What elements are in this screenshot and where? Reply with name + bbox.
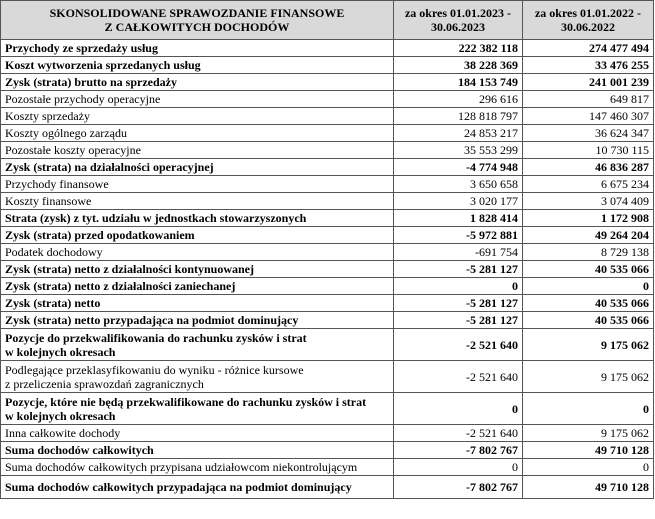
table-row	[1, 312, 654, 329]
table-row	[1, 125, 654, 142]
value-2022: 40 535 066	[523, 261, 654, 278]
table-row	[1, 176, 654, 193]
value-2023: 0	[394, 459, 523, 476]
table-row	[1, 74, 654, 91]
value-2023: -5 281 127	[394, 295, 523, 312]
row-label: Podatek dochodowy	[1, 244, 394, 261]
value-2022: 40 535 066	[523, 295, 654, 312]
value-2023: 128 818 797	[394, 108, 523, 125]
row-label: Zysk (strata) netto z działalności kontynuowanej	[1, 261, 394, 278]
value-2023: 184 153 749	[394, 74, 523, 91]
value-2022: 3 074 409	[523, 193, 654, 210]
table-row	[1, 425, 654, 442]
statement-title: SKONSOLIDOWANE SPRAWOZDANIE FINANSOWE Z CAŁKOWITYCH DOCHODÓW	[1, 1, 394, 40]
value-2022: 0	[523, 459, 654, 476]
table-row	[1, 193, 654, 210]
value-2023: 3 650 658	[394, 176, 523, 193]
value-2022: 0	[523, 393, 654, 425]
row-label: Suma dochodów całkowitych	[1, 442, 394, 459]
row-label-line-2: w kolejnych okresach	[5, 408, 116, 423]
row-label: Inna całkowite dochody	[1, 425, 394, 442]
row-label: Przychody finansowe	[1, 176, 394, 193]
value-2023: 38 228 369	[394, 57, 523, 74]
value-2023: 3 020 177	[394, 193, 523, 210]
row-label: Zysk (strata) netto z działalności zaniechanej	[1, 278, 394, 295]
table-row	[1, 261, 654, 278]
table-row	[1, 108, 654, 125]
value-2023: -5 281 127	[394, 312, 523, 329]
value-2023: -4 774 948	[394, 159, 523, 176]
value-2023: 0	[394, 393, 523, 425]
value-2023: -2 521 640	[394, 425, 523, 442]
row-label: Zysk (strata) przed opodatkowaniem	[1, 227, 394, 244]
table-row	[1, 278, 654, 295]
table-row	[1, 227, 654, 244]
row-label: Zysk (strata) netto	[1, 295, 394, 312]
table-row	[1, 459, 654, 476]
table-row	[1, 442, 654, 459]
row-label-line-1: Podlegające przeklasyfikowaniu do wyniku - różnice kursowe	[5, 362, 304, 377]
row-label: Koszty ogólnego zarządu	[1, 125, 394, 142]
row-label-line-1: Pozycje, które nie będą przekwalifikowane do rachunku zysków i strat	[5, 394, 367, 409]
value-2023: -5 972 881	[394, 227, 523, 244]
value-2022: 10 730 115	[523, 142, 654, 159]
row-label: Koszty sprzedaży	[1, 108, 394, 125]
value-2023: -7 802 767	[394, 476, 523, 499]
table-row	[1, 40, 654, 57]
value-2022: 1 172 908	[523, 210, 654, 227]
value-2022: 8 729 138	[523, 244, 654, 261]
value-2022: 274 477 494	[523, 40, 654, 57]
value-2023: 0	[394, 278, 523, 295]
row-label	[1, 329, 394, 361]
row-label: Koszty finansowe	[1, 193, 394, 210]
value-2022: 9 175 062	[523, 425, 654, 442]
row-label: Suma dochodów całkowitych przypadająca na podmiot dominujący	[1, 476, 394, 499]
row-label: Strata (zysk) z tyt. udziału w jednostkach stowarzyszonych	[1, 210, 394, 227]
value-2023: -2 521 640	[394, 361, 523, 393]
table-row	[1, 393, 654, 425]
row-label-line-2: z przeliczenia sprawozdań zagranicznych	[5, 376, 204, 391]
value-2023: 35 553 299	[394, 142, 523, 159]
row-label: Koszt wytworzenia sprzedanych usług	[1, 57, 394, 74]
row-label: Zysk (strata) netto przypadająca na podmiot dominujący	[1, 312, 394, 329]
row-label-line-2: w kolejnych okresach	[5, 344, 116, 359]
table-row	[1, 476, 654, 499]
table-row	[1, 91, 654, 108]
value-2022: 49 264 204	[523, 227, 654, 244]
value-2023: -7 802 767	[394, 442, 523, 459]
period-2022-header: za okres 01.01.2022 - 30.06.2022	[523, 1, 654, 40]
row-label: Pozostałe koszty operacyjne	[1, 142, 394, 159]
period-2023-header: za okres 01.01.2023 - 30.06.2023	[394, 1, 523, 40]
row-label-line-1: Pozycje do przekwalifikowania do rachunku zysków i strat	[5, 330, 307, 345]
value-2022: 9 175 062	[523, 329, 654, 361]
table-row	[1, 244, 654, 261]
row-label: Zysk (strata) brutto na sprzedaży	[1, 74, 394, 91]
table-row	[1, 57, 654, 74]
value-2023: 24 853 217	[394, 125, 523, 142]
value-2023: -5 281 127	[394, 261, 523, 278]
value-2022: 6 675 234	[523, 176, 654, 193]
value-2023: -2 521 640	[394, 329, 523, 361]
row-label: Suma dochodów całkowitych przypisana udziałowcom niekontrolującym	[1, 459, 394, 476]
table-row	[1, 295, 654, 312]
value-2022: 9 175 062	[523, 361, 654, 393]
value-2022: 49 710 128	[523, 476, 654, 499]
row-label	[1, 393, 394, 425]
value-2022: 49 710 128	[523, 442, 654, 459]
row-label	[1, 361, 394, 393]
row-label: Przychody ze sprzedaży usług	[1, 40, 394, 57]
value-2022: 40 535 066	[523, 312, 654, 329]
row-label: Zysk (strata) na działalności operacyjnej	[1, 159, 394, 176]
row-label: Pozostałe przychody operacyjne	[1, 91, 394, 108]
table-row	[1, 210, 654, 227]
value-2023: 1 828 414	[394, 210, 523, 227]
value-2022: 36 624 347	[523, 125, 654, 142]
value-2022: 0	[523, 278, 654, 295]
value-2022: 241 001 239	[523, 74, 654, 91]
header-row	[1, 1, 654, 40]
value-2023: 296 616	[394, 91, 523, 108]
table-row	[1, 329, 654, 361]
value-2022: 33 476 255	[523, 57, 654, 74]
table-row	[1, 159, 654, 176]
value-2022: 46 836 287	[523, 159, 654, 176]
value-2022: 147 460 307	[523, 108, 654, 125]
value-2023: 222 382 118	[394, 40, 523, 57]
value-2022: 649 817	[523, 91, 654, 108]
table-row	[1, 142, 654, 159]
value-2023: -691 754	[394, 244, 523, 261]
table-row	[1, 361, 654, 393]
